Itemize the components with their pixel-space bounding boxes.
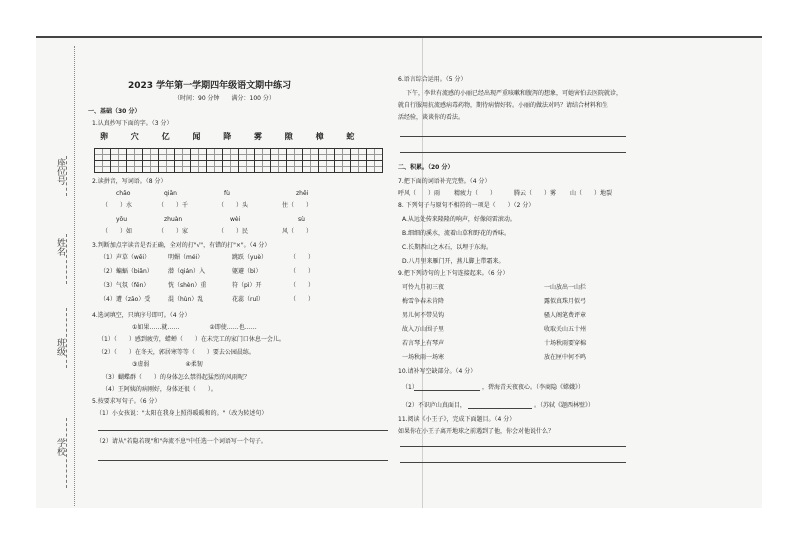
q8-option[interactable]: D.八月里来雁门开，燕儿脚上带霜来。 [402,258,505,265]
q10-item-1-text: ，碧海青天夜夜心。（李商隐《嫦娥》） [482,384,585,391]
q1-char: 降 [223,132,233,141]
q3-row: 恍（shèn）重 [168,282,207,289]
binding-margin [36,38,82,508]
q9-right-line[interactable]: 一山放出一山拦 [544,284,587,291]
q3-answer-blank[interactable]: （ ） [290,282,315,289]
q8-option[interactable]: A.从远处传来隆隆的响声，好像闷雷滚动。 [402,216,516,223]
name-line [66,234,67,284]
writing-grid-bottom[interactable] [94,160,383,173]
q10-answer-line[interactable] [414,390,480,391]
q9-right-line[interactable]: 十场秋雨要穿棉 [544,340,587,347]
q9-left-line[interactable]: 故入万山围子里 [402,326,445,333]
q3-row: 跳跃（yuè） [232,254,268,261]
q3-prompt: 3.判断加点字读音是否正确，全对的打"√"，有错的打"×"。（4 分） [92,242,271,249]
q1-char: 闻 [192,132,202,141]
q5-answer-line[interactable] [98,460,388,461]
exam-paper [36,36,762,508]
q9-left-line[interactable]: 一场秋雨一场寒 [402,354,445,361]
q5-item-2: （2）请从"若隐若现"和"奔流不息"中任选一个词语写一个句子。 [96,438,267,445]
q3-row: 潜（qián）入 [168,268,205,275]
class-label: 班级 [55,338,65,356]
q10-answer-line[interactable] [468,408,532,409]
q7-blank[interactable]: 山（ ）地裂 [570,190,613,197]
q5-answer-line[interactable] [98,430,388,431]
q6-answer-line[interactable] [400,152,626,153]
q2-pinyin: fù [224,190,230,197]
q1-char: 蛇 [346,132,356,141]
q9-left-line[interactable]: 若言琴上有琴声 [402,340,445,347]
q9-right-line[interactable]: 收取关山五十州 [544,326,587,333]
q4-item[interactable]: （1）（ ）感到疲劳，蜡蝉（ ）在未完工的家门口休息一会儿。 [98,336,285,343]
q2-pinyin: wèi [230,216,241,223]
name-label: 姓名 [55,238,65,256]
q6-paragraph-1: 下午，李世有流感的小丽已经出现严重咳嗽和腹泻的想象，可她害怕去医院就诊， [406,90,623,97]
q3-row: （3）气氛（fēn） [100,282,150,289]
q2-blank[interactable]: （ ）头 [218,202,249,209]
binding-dotted-line [74,46,75,506]
q3-row: （4）遭（zāo）受 [100,296,151,303]
q9-prompt: 9.把下列诗句的上下句连接起来。（6 分） [398,270,509,277]
q2-pinyin: zhuàn [164,216,183,223]
q1-char: 隙 [284,132,294,141]
q11-prompt: 11.阅读《小王子》，完成下面题目。（4 分） [398,416,516,423]
q3-row: 躯避（bì） [232,268,262,275]
q4-options-2: ③虚弱 ④柔韧 [132,361,203,368]
q1-char: 穴 [130,132,140,141]
q5-prompt: 5.按要求写句子。（6 分） [92,398,161,405]
q6-answer-line[interactable] [400,136,626,137]
q2-blank[interactable]: （ ）如 [102,228,133,235]
q9-left-line[interactable]: 可怜九月初三夜 [402,284,445,291]
q3-answer-blank[interactable]: （ ） [290,268,315,275]
section-2-heading: 二、积累。（20 分） [398,164,454,171]
q9-right-line[interactable]: 放在匣中何不鸣 [544,354,587,361]
q1-char: 卵 [100,132,109,141]
q3-row: 明媚（méi） [168,254,204,261]
q5-item-1: （1）小女孩说："太阳在我身上照得暖暖和的。"（改为转述句） [96,410,268,417]
q6-paragraph-3: 活经验，谈谈你的看法。 [398,114,465,121]
q2-pinyin: zhēi [296,190,309,197]
q2-pinyin: sù [298,216,305,223]
q6-paragraph-2: 就自行服用抗流感病毒药物，期待病情好转。小丽的做法对吗？请结合材料和生 [398,102,609,109]
q1-char: 雾 [253,132,263,141]
class-line [66,308,67,368]
q3-answer-blank[interactable]: （ ） [290,254,315,261]
q3-row: （2）蝙蝠（biǎn） [100,268,153,275]
q3-row: 混（hùn）乱 [168,296,204,303]
q8-option[interactable]: C.长期西山之木石，以埋于东海。 [402,244,493,251]
seat-label: 座位号 [55,158,65,185]
section-1-heading: 一、基础（30 分） [88,108,141,115]
q7-blank[interactable]: 腾云（ ）雾 [514,190,557,197]
q7-prompt: 7.把下面的词语补充完整。（4 分） [398,178,491,185]
q2-blank[interactable]: 风（ ） [282,228,313,235]
q9-left-line[interactable]: 男儿何不带吴钩 [402,312,445,319]
q10-item-2-source: 。（苏轼《题西林壁》） [534,402,595,409]
q2-blank[interactable]: （ ）千 [158,202,189,209]
exam-title: 2023 学年第一学期四年级语文期中练习 [128,81,292,91]
q4-options-1: ①如果……就…… ②即使……也…… [132,324,257,331]
q9-right-line[interactable]: 骚人阁笔费评章 [544,312,587,319]
q1-char: 亿 [161,132,171,141]
q7-blank[interactable]: 精疲力（ ） [454,190,497,197]
q11-answer-line[interactable] [400,462,626,463]
exam-subtitle: （时间：90 分钟 满分：100 分） [174,95,275,102]
q2-pinyin: qiān [164,190,177,197]
school-label: 学校 [55,438,65,456]
q2-blank[interactable]: （ ）水 [102,202,133,209]
q9-left-line[interactable]: 梅雪争春未肯降 [402,298,445,305]
q7-blank[interactable]: 呼风（ ）雨 [398,190,441,197]
q4-item[interactable]: （2）（ ）在冬天，郭居寒等等（ ）要去公园晨练。 [98,349,255,356]
q2-prompt: 2.读拼音，写词语。（8 分） [92,178,167,185]
q4-item[interactable]: （3）蝴蝶群（ ）的身体怎么禁得起猛烈的风雨呢？ [102,374,250,381]
q2-blank[interactable]: 住（ ） [282,202,313,209]
q6-prompt: 6.语言综合运用。（5 分） [398,76,467,83]
q11-answer-line[interactable] [400,446,626,447]
q1-char-row [100,133,355,141]
seat-line [66,156,67,196]
q2-blank[interactable]: （ ）家 [158,228,189,235]
q2-pinyin: yōu [116,216,128,223]
q3-row: （1）声草（wēi） [100,254,151,261]
q8-prompt: 8. 下列句子与原句不相符的一项是（ ）（2 分） [398,202,535,209]
q10-prompt: 10.请补写空缺部分。（4 分） [398,368,477,375]
q3-row: 花蕊（ruǐ） [232,296,264,303]
q10-item-2-text: （2）不识庐山真面目， [402,402,466,409]
q4-item[interactable]: （4）王阿姨的病刚好，身体还很（ ）。 [102,386,217,393]
q3-row: 符（pì）开 [232,282,262,289]
q4-prompt: 4.选词填空，只填序号即可。（4 分） [92,312,191,319]
q1-char: 樟 [315,132,325,141]
school-line [66,418,67,488]
q1-prompt: 1.认真抄写下面的字。（3 分） [92,120,173,127]
q2-blank[interactable]: （ ）民 [218,228,249,235]
q2-pinyin: chāo [116,190,131,197]
q10-item-1-label: （1） [402,384,418,391]
q9-right-line[interactable]: 露似真珠月似弓 [544,298,587,305]
q3-answer-blank[interactable]: （ ） [290,296,315,303]
q11-question: 如果你在小王子离开地球之前遇到了他，你会对他说什么？ [398,428,555,435]
q8-option[interactable]: B.细细的溪水，流着山草和野花的香味。 [402,230,511,237]
